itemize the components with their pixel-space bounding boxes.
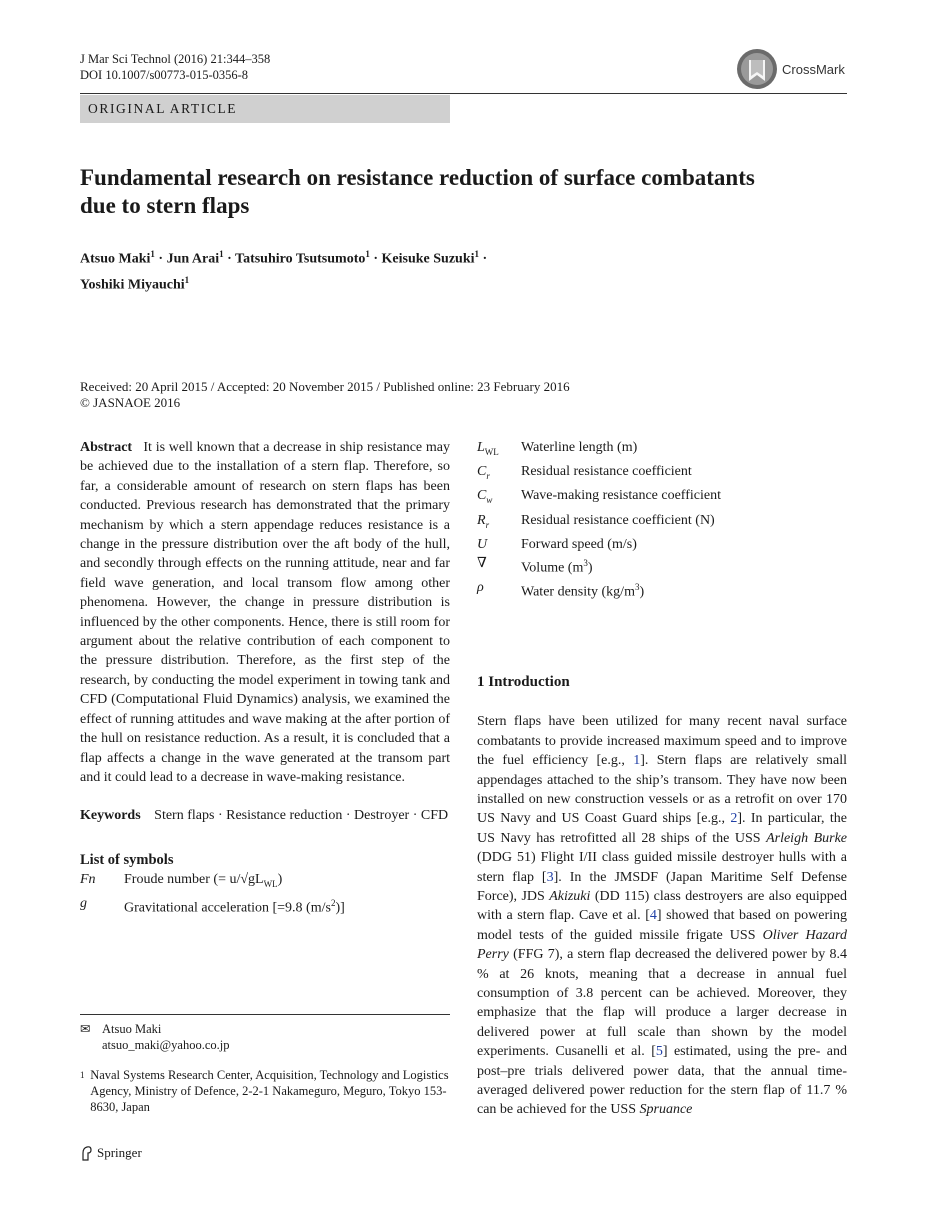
symbol-description: Forward speed (m/s) [521, 536, 637, 552]
crossmark-badge[interactable] [736, 46, 845, 92]
citation-link[interactable]: 5 [655, 1044, 663, 1060]
section-heading-introduction: 1 Introduction [477, 674, 570, 691]
dates-line: Received: 20 April 2015 / Accepted: 20 November 2015 / Published online: 23 February 2016 [80, 379, 570, 394]
paper-title: Fundamental research on resistance reduction of surface combatants due to stern flaps [80, 165, 755, 218]
abstract-heading: Abstract [80, 440, 133, 455]
publication-dates [80, 379, 570, 411]
author-name[interactable]: Yoshiki Miyauchi [80, 277, 185, 293]
symbol-row [80, 894, 450, 918]
affiliation [80, 1067, 450, 1115]
affiliation-text: Naval Systems Research Center, Acquisition, Technology and Logistics Agency, Ministry of Defence, 2-2-1 Nakameguro, Meguro, Tokyo 153-8630, Japan [90, 1068, 449, 1114]
springer-horse-icon [80, 1145, 94, 1161]
abstract-text: It is well known that a decrease in ship resistance may be achieved due to the installation of a stern flap. Therefore, so far, a considerable amount of research on stern flaps has been conducted. Previous research has demonstrated that the primary mechanism by which a stern appendage reduces resistance is a change in the pressure distribution over the aft body of the hull, and secondly through effects on the running attitude, near and far field wave generation, and local transom flow among other phenomena. However, the change in pressure distribution is influenced by the other components. Hence, there is still room for argument about the relative contribution of each component to the pressure distribution. Therefore, as the first step of the research, by conducting the model experiment in towing tank and CFD (Computational Fluid Dynamics) analysis, we examined the effect of running attitudes and wave making at the after portion of the hull on resistance reduction. As a result, it is concluded that a flap affects a change in the wave generated at the transom part and it could lead to a decrease in wave-making resistance. [80, 440, 451, 785]
journal-line: J Mar Sci Technol (2016) 21:344–358 [80, 52, 271, 66]
symbol-description: Residual resistance coefficient [521, 464, 692, 480]
journal-citation [80, 51, 270, 83]
author-name[interactable]: Tatsuhiro Tsutsumoto [235, 251, 366, 267]
author-affiliation-mark: 1 [365, 249, 370, 259]
symbol-row [477, 486, 847, 510]
left-column [80, 438, 450, 918]
symbol-row [477, 511, 847, 535]
symbol-description: Gravitational acceleration [=9.8 $(m/s^2)$] [124, 897, 345, 916]
author-name[interactable]: Atsuo Maki [80, 251, 151, 267]
keywords [80, 806, 450, 825]
corresponding-author [80, 1021, 450, 1053]
symbol: g [80, 895, 87, 911]
symbol: $L_{WL}$ [477, 440, 499, 457]
footnote-rule [80, 1014, 450, 1015]
keywords-text: Stern flaps · Resistance reduction · Destroyer · CFD [154, 808, 449, 824]
symbol-description: Volume $(m^3)$ [521, 558, 593, 576]
author-list: Atsuo Maki$^1$ · Jun Arai$^1$ · Tatsuhiro Tsutsumoto$^1$ · Keisuke Suzuki$^1$ · Yoshiki Miyauchi$^1$ [80, 249, 488, 293]
citation-link[interactable]: 1 [633, 753, 641, 769]
publisher-logo [80, 1145, 142, 1161]
symbol: ∇ [477, 556, 487, 572]
citation-link[interactable]: 2 [730, 811, 738, 827]
symbol-row [477, 438, 847, 462]
symbol: $C_r$ [477, 464, 490, 481]
symbol: $C_w$ [477, 488, 493, 506]
crossmark-label: CrossMark [782, 61, 845, 77]
right-column [477, 438, 847, 1120]
citation-link[interactable]: 4 [649, 908, 657, 924]
symbol: Fn [80, 871, 96, 887]
affiliation-number: 1 [80, 1070, 85, 1080]
doi-line[interactable]: DOI 10.1007/s00773-015-0356-8 [80, 68, 249, 82]
symbol-row [477, 535, 847, 554]
crossmark-icon [736, 48, 778, 90]
article-type-banner: ORIGINAL ARTICLE [80, 95, 450, 123]
envelope-icon: ✉ [80, 1022, 91, 1036]
author-name[interactable]: Jun Arai [166, 251, 220, 267]
symbol-description: Waterline length (m) [521, 440, 638, 455]
author-affiliation-mark: 1 [184, 274, 190, 285]
publisher-name: Springer [97, 1145, 142, 1160]
introduction-paragraph: Stern flaps have been utilized for many recent naval surface combatants to provide increased maximum speed and to improve the fuel efficiency [e.g., 1]. Stern flaps are relatively small appendages attached to the ship’s transom. They have now been installed on new construction vessels or as a retrofit on over 170 US Navy and US Coast Guard ships [e.g., 2]. In particular, the US Navy has retrofitted all 28 ships of the USS Arleigh Burke (DDG 51) Flight I/II class guided missile destroyer hulls with a stern flap [3]. In the JMSDF (Japan Maritime Self Defense Force), JDS Akizuki (DD 115) class destroyers are also equipped with a stern flap. Cave et al. [4] showed that based on powering model tests of the guided missile frigate USS Oliver Hazard Perry (FFG 7), a stern flap decreased the delivered power by 8.4 % at 26 knots, meaning that a decrease in annual fuel consumption of 3.8 percent can be achieved. Moreover, they emphasize that the flap will produce a larger decrease in delivered power at full scale than shown by the model experiments. Cusanelli et al. [5] estimated, using the pre- and post–pre trials delivered power data, that the annual time-averaged delivered power reduction for the stern flap of 11.7 % can be achieved for the USS Spruance [477, 714, 848, 1118]
author-affiliation-mark: 1 [474, 249, 480, 259]
symbol-description: Residual resistance coefficient (N) [521, 512, 715, 528]
symbol-row [80, 870, 450, 894]
symbol-description: Froude number (= $u/√gL_{WL}$) [124, 871, 283, 889]
symbol-row [477, 554, 847, 578]
abstract [80, 438, 450, 787]
author-affiliation-mark: 1 [219, 249, 224, 259]
symbol-description: Water density $(kg/m^3)$ [521, 582, 645, 600]
symbols-heading: List of symbols [80, 851, 174, 868]
contact-email[interactable]: atsuo_maki@yahoo.co.jp [102, 1038, 230, 1052]
citation-link[interactable]: 3 [546, 869, 554, 885]
symbol: ρ [477, 580, 484, 596]
header-rule [80, 93, 847, 94]
symbol: $R_r$ [477, 512, 490, 530]
author-affiliation-mark: 1 [150, 249, 155, 259]
symbol-description: Wave-making resistance coefficient [521, 488, 721, 504]
symbol-row [477, 462, 847, 486]
copyright-line: © JASNAOE 2016 [80, 395, 181, 410]
symbol-row [477, 578, 847, 602]
keywords-heading: Keywords [80, 808, 141, 824]
symbol: U [477, 536, 488, 552]
contact-name: Atsuo Maki [102, 1022, 162, 1036]
author-name[interactable]: Keisuke Suzuki [381, 251, 475, 267]
